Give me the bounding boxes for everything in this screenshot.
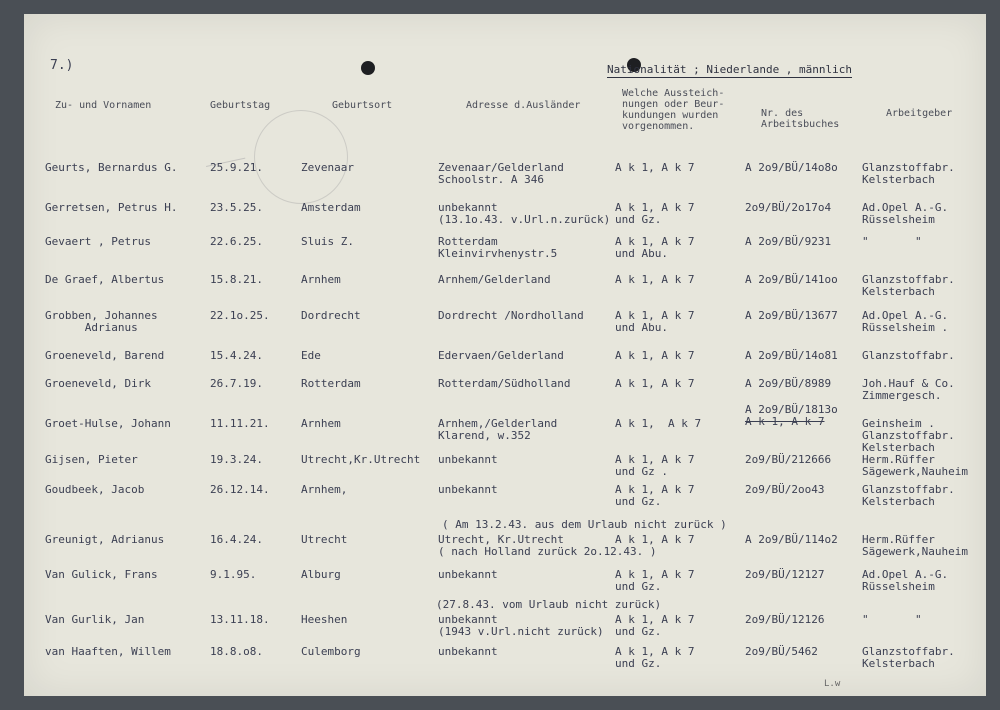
cell-address: unbekannt (13.1o.43. v.Url.n.zurück) (438, 201, 611, 226)
cell-name: van Haaften, Willem (45, 645, 171, 658)
cell-birthday: 16.4.24. (210, 533, 263, 546)
cell-place: Utrecht (301, 533, 348, 546)
cell-employer: Herm.Rüffer Sägewerk,Nauheim (862, 453, 968, 478)
cell-book: A 2o9/BÜ/8989 (745, 377, 832, 390)
punch-hole-left (361, 61, 375, 75)
cell-place: Utrecht,Kr.Utrecht (301, 453, 421, 466)
col-header-birthday: Geburtstag (210, 100, 271, 111)
cell-address: Arnhem,/Gelderland Klarend, w.352 (438, 417, 558, 442)
cell-place: Arnhem (301, 417, 341, 430)
cell-book: 2o9/BÜ/12126 (745, 613, 825, 626)
cell-birthday: 26.7.19. (210, 377, 263, 390)
col-header-address: Adresse d.Ausländer (466, 100, 581, 111)
cell-address: unbekannt (438, 453, 498, 466)
document-page (24, 14, 986, 696)
footer-mark: L.w (824, 679, 841, 689)
cell-name: Groeneveld, Barend (45, 349, 165, 362)
cell-employer: " " (862, 235, 922, 248)
cell-name: Gevaert , Petrus (45, 235, 151, 248)
cell-birthday: 9.1.95. (210, 568, 257, 581)
cell-employer: Geinsheim . Glanzstoffabr. Kelsterbach (862, 417, 955, 454)
cell-place: Zevenaar (301, 161, 354, 174)
cell-birthday: 25.9.21. (210, 161, 263, 174)
cell-actions: A k 1, A k 7 (615, 377, 695, 390)
cell-book: A 2o9/BÜ/9231 (745, 235, 832, 248)
cell-employer: Herm.Rüffer Sägewerk,Nauheim (862, 533, 968, 558)
cell-place: Amsterdam (301, 201, 361, 214)
cell-employer: Glanzstoffabr. Kelsterbach (862, 645, 955, 670)
cell-birthday: 22.6.25. (210, 235, 263, 248)
col-header-employer: Arbeitgeber (886, 108, 953, 119)
cell-address: Edervaen/Gelderland (438, 349, 564, 362)
cell-place: Heeshen (301, 613, 348, 626)
cell-place: Arnhem, (301, 483, 348, 496)
cell-place: Culemborg (301, 645, 361, 658)
col-header-actions: Welche Aussteich- nungen oder Beur- kundungen wurden vorgenommen. (622, 88, 725, 132)
cell-birthday: 11.11.21. (210, 417, 270, 430)
cell-employer: Glanzstoffabr. Kelsterbach (862, 273, 955, 298)
cell-address: Utrecht, Kr.Utrecht ( nach Holland zurück 2o.12.43. ) (438, 533, 657, 558)
cell-book-struck: A k 1, A k 7 (745, 415, 825, 428)
cell-employer: Glanzstoffabr. Kelsterbach (862, 483, 955, 508)
cell-address: Dordrecht /Nordholland (438, 309, 584, 322)
note-goudbeek: ( Am 13.2.43. aus dem Urlaub nicht zurück ) (442, 518, 727, 531)
cell-employer: Ad.Opel A.-G. Rüsselsheim (862, 201, 949, 226)
cell-name: Gijsen, Pieter (45, 453, 138, 466)
cell-address: Zevenaar/Gelderland Schoolstr. A 346 (438, 161, 564, 186)
cell-employer: Joh.Hauf & Co. Zimmergesch. (862, 377, 955, 402)
cell-actions: A k 1, A k 7 und Gz. (615, 613, 695, 638)
cell-name: Greunigt, Adrianus (45, 533, 165, 546)
cell-name: Groeneveld, Dirk (45, 377, 151, 390)
cell-address: unbekannt (438, 568, 498, 581)
cell-actions: A k 1, A k 7 (615, 349, 695, 362)
cell-actions: A k 1, A k 7 und Gz. (615, 483, 695, 508)
nationality-heading: Nationalität ; Niederlande , männlich (607, 63, 853, 76)
cell-book: 2o9/BÜ/212666 (745, 453, 832, 466)
cell-birthday: 13.11.18. (210, 613, 270, 626)
cell-name: Gerretsen, Petrus H. (45, 201, 178, 214)
cell-book: A 2o9/BÜ/13677 (745, 309, 838, 322)
cell-birthday: 18.8.o8. (210, 645, 263, 658)
cell-employer: " " (862, 613, 922, 626)
cell-birthday: 15.8.21. (210, 273, 263, 286)
cell-book: 2o9/BÜ/2oo43 (745, 483, 825, 496)
cell-birthday: 15.4.24. (210, 349, 263, 362)
col-header-book: Nr. des Arbeitsbuches (761, 108, 840, 130)
faded-stamp (254, 110, 348, 204)
cell-book: 2o9/BÜ/5462 (745, 645, 818, 658)
cell-book: A 2o9/BÜ/114o2 (745, 533, 838, 546)
cell-actions: A k 1, A k 7 und Gz . (615, 453, 695, 478)
cell-place: Sluis Z. (301, 235, 354, 248)
cell-book: A 2o9/BÜ/1813o (745, 403, 838, 416)
page-number: 7.) (50, 58, 74, 73)
cell-birthday: 23.5.25. (210, 201, 263, 214)
cell-name: Goudbeek, Jacob (45, 483, 145, 496)
cell-place: Ede (301, 349, 321, 362)
cell-place: Dordrecht (301, 309, 361, 322)
cell-address: Arnhem/Gelderland (438, 273, 551, 286)
cell-book: 2o9/BÜ/2o17o4 (745, 201, 832, 214)
cell-book: A 2o9/BÜ/14o81 (745, 349, 838, 362)
cell-actions: A k 1, A k 7 (615, 273, 695, 286)
cell-birthday: 26.12.14. (210, 483, 270, 496)
col-header-birthplace: Geburtsort (332, 100, 393, 111)
cell-employer: Glanzstoffabr. Kelsterbach (862, 161, 955, 186)
cell-book: A 2o9/BÜ/141oo (745, 273, 838, 286)
cell-actions: A k 1, A k 7 (615, 417, 702, 430)
col-header-name: Zu- und Vornamen (55, 100, 152, 111)
cell-address: unbekannt (438, 645, 498, 658)
cell-employer: Ad.Opel A.-G. Rüsselsheim . (862, 309, 949, 334)
cell-actions: A k 1, A k 7 und Abu. (615, 309, 695, 334)
cell-birthday: 19.3.24. (210, 453, 263, 466)
cell-book: A 2o9/BÜ/14o8o (745, 161, 838, 174)
cell-name: De Graef, Albertus (45, 273, 165, 286)
cell-address: Rotterdam/Südholland (438, 377, 571, 390)
cell-place: Rotterdam (301, 377, 361, 390)
cell-actions: A k 1, A k 7 (615, 161, 695, 174)
cell-birthday: 22.1o.25. (210, 309, 270, 322)
cell-actions: A k 1, A k 7 (615, 533, 695, 546)
cell-name: Groet-Hulse, Johann (45, 417, 171, 430)
cell-employer: Glanzstoffabr. (862, 349, 955, 362)
cell-actions: A k 1, A k 7 und Gz. (615, 645, 695, 670)
cell-address: Rotterdam Kleinvirvhenystr.5 (438, 235, 558, 260)
cell-name: Van Gurlik, Jan (45, 613, 145, 626)
cell-place: Alburg (301, 568, 341, 581)
cell-address: unbekannt (1943 v.Url.nicht zurück) (438, 613, 604, 638)
cell-name: Van Gulick, Frans (45, 568, 158, 581)
cell-name: Grobben, Johannes Adrianus (45, 309, 158, 334)
cell-actions: A k 1, A k 7 und Gz. (615, 568, 695, 593)
cell-place: Arnhem (301, 273, 341, 286)
cell-name: Geurts, Bernardus G. (45, 161, 178, 174)
cell-book: 2o9/BÜ/12127 (745, 568, 825, 581)
cell-employer: Ad.Opel A.-G. Rüsselsheim (862, 568, 949, 593)
cell-actions: A k 1, A k 7 und Gz. (615, 201, 695, 226)
cell-address: unbekannt (438, 483, 498, 496)
cell-actions: A k 1, A k 7 und Abu. (615, 235, 695, 260)
note-gulick: (27.8.43. vom Urlaub nicht zurück) (436, 598, 662, 611)
